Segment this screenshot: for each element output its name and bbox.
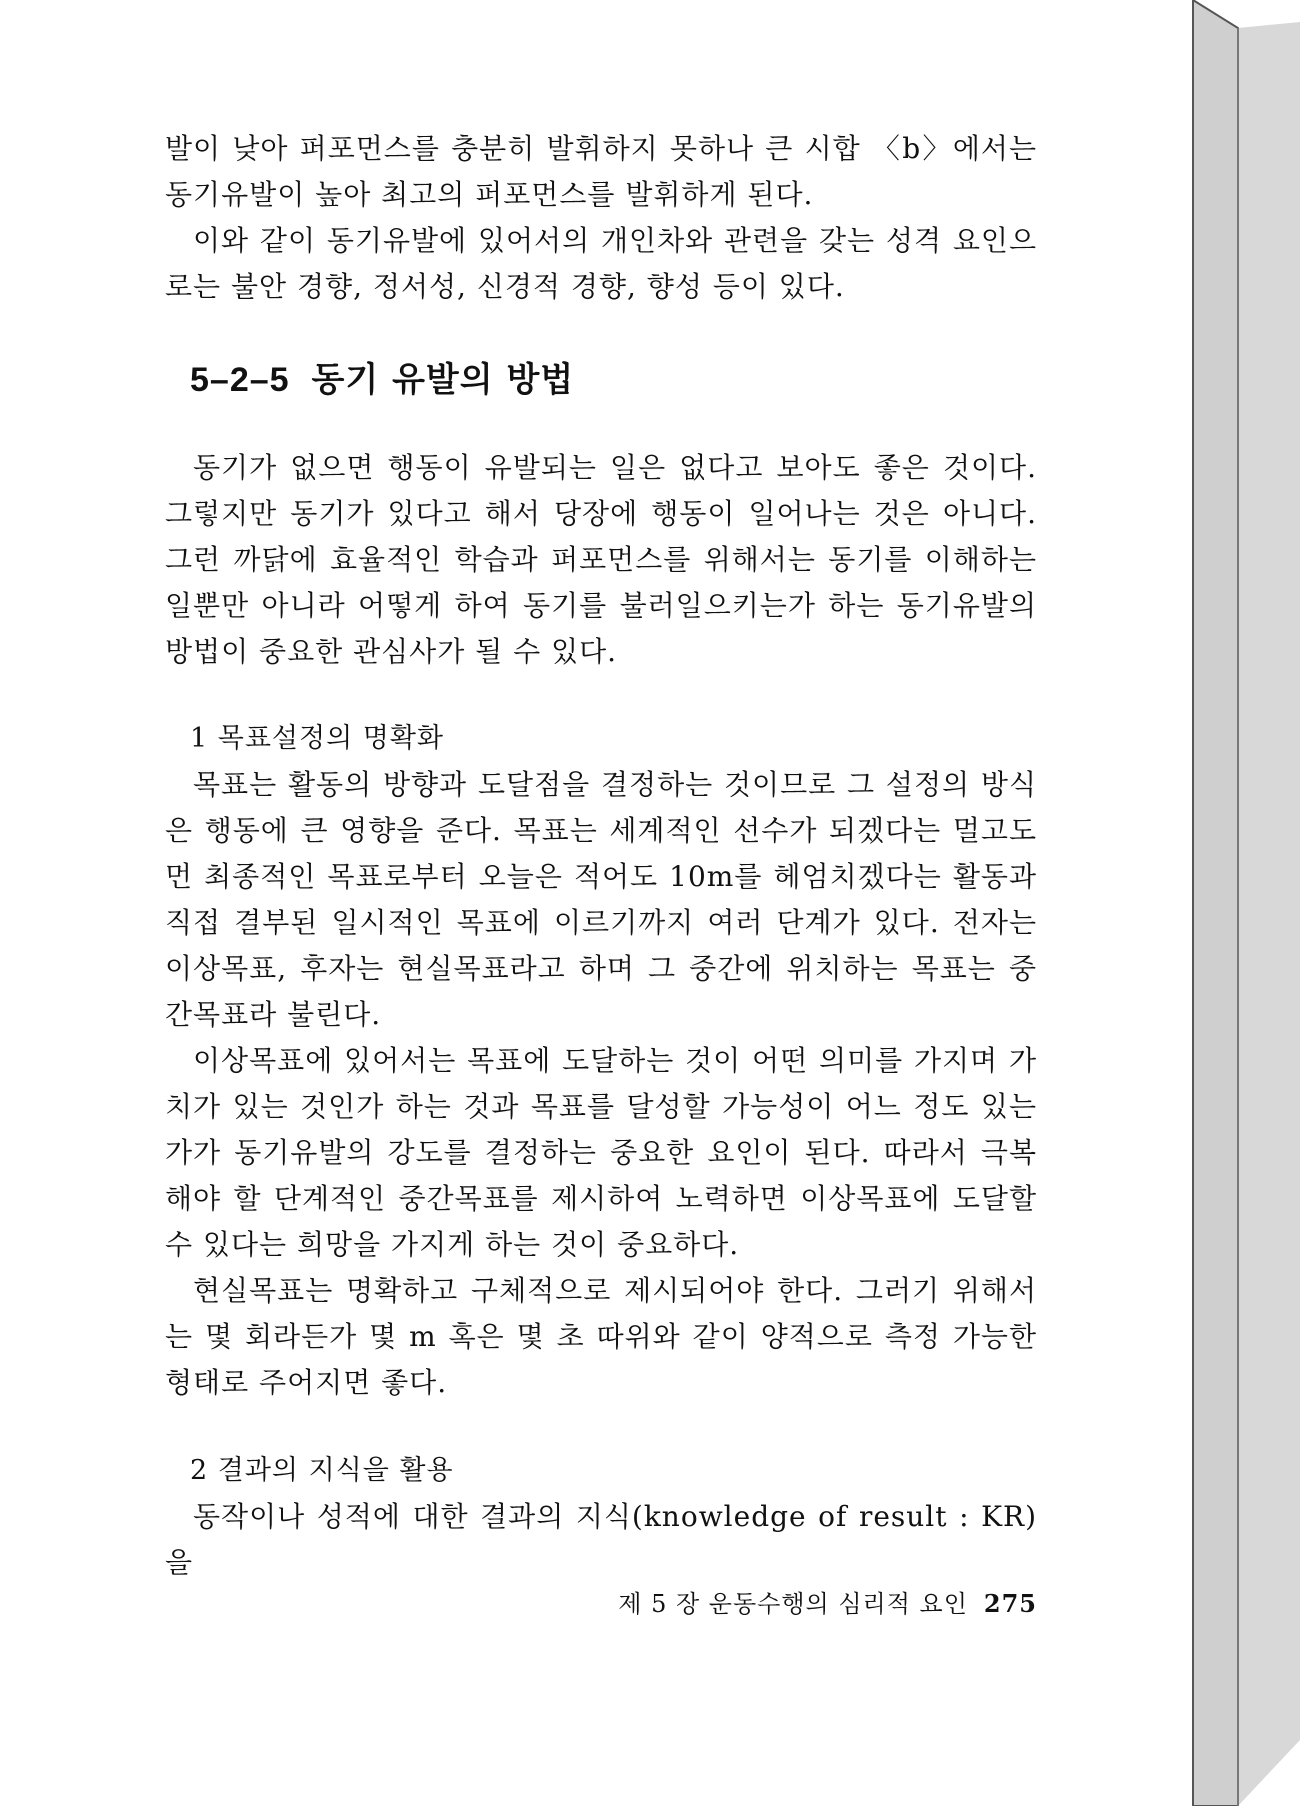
subsection-2-text: [165, 1494, 1037, 1586]
paragraph-goal-setting: 목표는 활동의 방향과 도달점을 결정하는 것이므로 그 설정의 방식은 행동에 큰 영향을 준다. 목표는 세계적인 선수가 되겠다는 멀고도 먼 최종적인 목표로부터 오늘은 적어도 10m를 헤엄치겠다는 활동과 직접 결부된 일시적인 목표에 이르기까지 여러 단계가 있다. 전자는 이상목표, 후자는 현실목표라고 하며 그 중간에 위치하는 목표는 중간목표라 불린다.: [165, 768, 1037, 1031]
paragraph-real-goal: 현실목표는 명확하고 구체적으로 제시되어야 한다. 그러기 위해서는 몇 회라든가 몇 m 혹은 몇 초 따위와 같이 양적으로 측정 가능한 형태로 주어지면 좋다.: [165, 1274, 1037, 1399]
section-title: 동기 유발의 방법: [311, 360, 575, 400]
paragraph-intro: 동기가 없으면 행동이 유발되는 일은 없다고 보아도 좋은 것이다. 그렇지만 동기가 있다고 해서 당장에 행동이 일어나는 것은 아니다. 그런 까닭에 효율적인 학습과 퍼포먼스를 위해서는 동기를 이해하는 일뿐만 아니라 어떻게 하여 동기를 불러일으키는가 하는 동기유발의 방법이 중요한 관심사가 될 수 있다.: [165, 451, 1037, 668]
intro-text-block: [165, 445, 1037, 675]
paragraph-knowledge-of-result: 동작이나 성적에 대한 결과의 지식(knowledge of result : KR)을: [165, 1500, 1037, 1579]
section-number: 5–2–5: [190, 361, 290, 399]
paragraph-personality-factors: 이와 같이 동기유발에 있어서의 개인차와 관련을 갖는 성격 요인으로는 불안 경향, 정서성, 신경적 경향, 향성 등이 있다.: [165, 224, 1037, 303]
subsection-title-2: 2 결과의 지식을 활용: [190, 1455, 454, 1486]
paragraph-ideal-goal: 이상목표에 있어서는 목표에 도달하는 것이 어떤 의미를 가지며 가치가 있는 것인가 하는 것과 목표를 달성할 가능성이 어느 정도 있는가가 동기유발의 강도를 결정하는 중요한 요인이 된다. 따라서 극복해야 할 단계적인 중간목표를 제시하여 노력하면 이상목표에 도달할 수 있다는 희망을 가지게 하는 것이 중요하다.: [165, 1044, 1037, 1261]
top-text-block: [165, 126, 1037, 310]
subsection-title-1: 1 목표설정의 명확화: [190, 723, 444, 754]
page-number: 275: [983, 1589, 1037, 1618]
paragraph-continued: 발이 낮아 퍼포먼스를 충분히 발휘하지 못하나 큰 시합 〈b〉에서는 동기유발이 높아 최고의 퍼포먼스를 발휘하게 된다.: [165, 132, 1037, 211]
page-footer: [610, 1584, 1037, 1619]
subsection-1-text: [165, 762, 1037, 1406]
footer-chapter-title: 제 5 장 운동수행의 심리적 요인: [618, 1590, 968, 1618]
section-heading: [190, 352, 574, 401]
page-stack-edge: [1188, 0, 1309, 1806]
